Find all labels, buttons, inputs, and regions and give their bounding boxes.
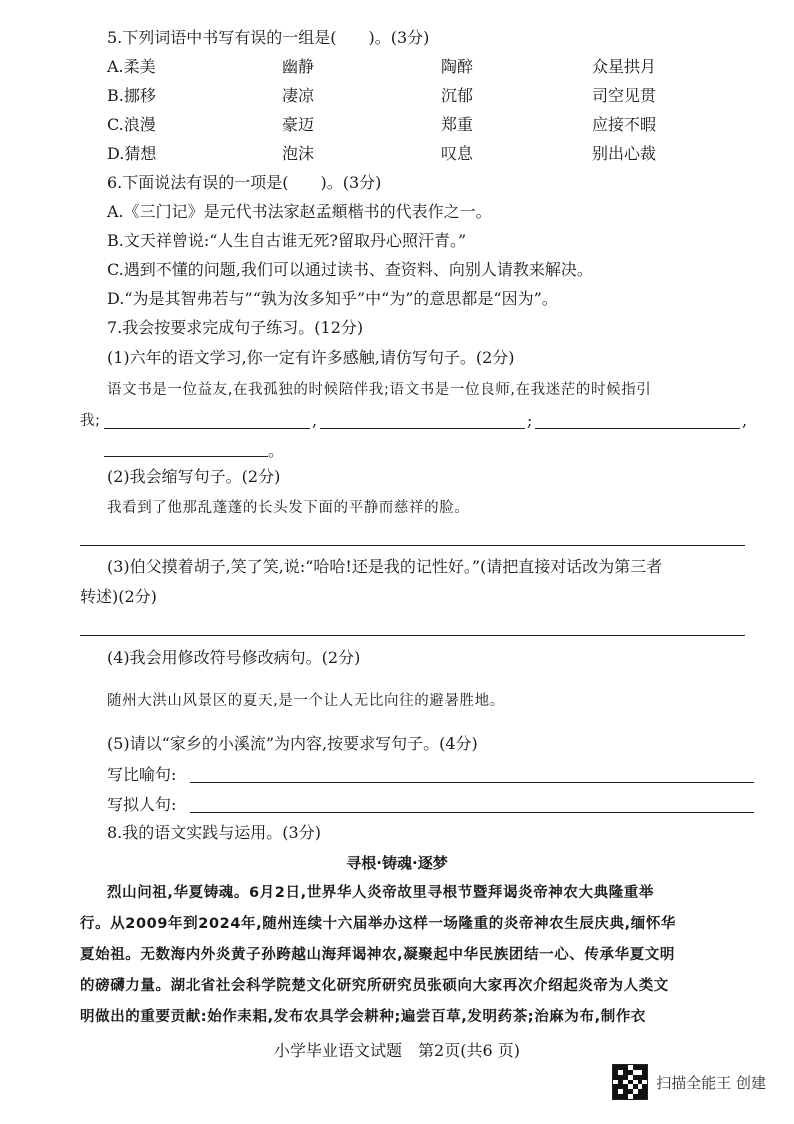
- q7-stem: 7.我会按要求完成句子练习。(12分): [107, 318, 364, 337]
- q7-p3-answer-line[interactable]: [80, 635, 745, 636]
- qr-code-icon: [612, 1064, 648, 1100]
- q7-p1-sep1: ,: [312, 411, 318, 430]
- q5-option-b-1: B.挪移: [107, 86, 156, 105]
- q7-p1-blank-3[interactable]: [535, 428, 740, 429]
- q7-p1-sep3: ,: [742, 411, 748, 430]
- q7-p1-blank-2[interactable]: [320, 428, 525, 429]
- q7-p1-sep2: ;: [527, 411, 533, 430]
- q8-passage-title: 寻根·铸魂·逐梦: [346, 854, 448, 872]
- q6-option-a: A.《三门记》是元代书法家赵孟頫楷书的代表作之一。: [107, 202, 492, 221]
- q5-stem: 5.下列词语中书写有误的一组是( )。(3分): [107, 28, 430, 47]
- q7-p5-simile-label: 写比喻句:: [107, 765, 177, 784]
- q7-p3-prompt-line2: 转述)(2分): [80, 587, 157, 606]
- q7-p2-answer-line[interactable]: [80, 545, 745, 546]
- q5-option-d-1: D.猜想: [107, 144, 157, 163]
- q5-option-d-4: 别出心裁: [592, 144, 657, 163]
- q5-option-a-4: 众星拱月: [592, 57, 657, 76]
- q6-option-d: D.“为是其智弗若与”“孰为汝多知乎”中“为”的意思都是“因为”。: [107, 289, 558, 308]
- q5-option-a-2: 幽静: [282, 57, 315, 76]
- page-footer: 小学毕业语文试题 第2页(共6 页): [274, 1041, 520, 1060]
- q5-option-c-1: C.浪漫: [107, 115, 156, 134]
- q7-p3-prompt-line1: (3)伯父摸着胡子,笑了笑,说:“哈哈!还是我的记性好。”(请把直接对话改为第三者: [107, 557, 663, 576]
- q8-passage-line1: 烈山问祖,华夏铸魂。6月2日,世界华人炎帝故里寻根节暨拜谒炎帝神农大典隆重举: [107, 885, 654, 901]
- q7-p4-sentence: 随州大洪山风景区的夏天,是一个让人无比向往的避暑胜地。: [107, 693, 505, 709]
- q5-option-b-2: 凄凉: [282, 86, 315, 105]
- watermark-text: 扫描全能王 创建: [656, 1073, 766, 1092]
- scanner-watermark: [612, 1064, 766, 1100]
- q5-option-c-3: 郑重: [441, 115, 474, 134]
- q7-p1-end: 。: [268, 441, 285, 460]
- q7-p5-personify-blank[interactable]: [190, 812, 754, 813]
- q8-passage-line3: 夏始祖。无数海内外炎黄子孙跨越山海拜谒神农,凝聚起中华民族团结一心、传承华夏文明: [80, 947, 676, 963]
- q7-p1-prompt: (1)六年的语文学习,你一定有许多感触,请仿写句子。(2分): [107, 348, 515, 367]
- q6-stem: 6.下面说法有误的一项是( )。(3分): [107, 173, 382, 192]
- q8-passage-line5: 明做出的重要贡献:始作耒耜,发布农具学会耕种;遍尝百草,发明药茶;治麻为布,制作衣: [80, 1009, 647, 1025]
- q6-option-b: B.文天祥曾说:“人生自古谁无死?留取丹心照汗青。”: [107, 231, 467, 250]
- q7-p1-blank-4[interactable]: [104, 456, 268, 457]
- q7-p5-personify-label: 写拟人句:: [107, 795, 177, 814]
- q7-p5-prompt: (5)请以“家乡的小溪流”为内容,按要求写句子。(4分): [107, 734, 478, 753]
- q8-stem: 8.我的语文实践与运用。(3分): [107, 823, 321, 842]
- q8-passage-line2: 行。从2009年到2024年,随州连续十六届举办这样一场隆重的炎帝神农生辰庆典,缅怀华: [80, 916, 677, 932]
- q8-passage-line4: 的磅礴力量。湖北省社会科学院楚文化研究所研究员张硕向大家再次介绍起炎帝为人类文: [80, 978, 669, 994]
- q7-p1-model-line2-start: 我;: [80, 413, 101, 429]
- q7-p5-simile-blank[interactable]: [190, 782, 754, 783]
- q5-option-d-2: 泡沫: [282, 144, 315, 163]
- q5-option-c-4: 应接不暇: [592, 115, 657, 134]
- q7-p2-sentence: 我看到了他那乱蓬蓬的长头发下面的平静而慈祥的脸。: [107, 500, 470, 516]
- q5-option-a-3: 陶醉: [441, 57, 474, 76]
- q7-p1-model-line1: 语文书是一位益友,在我孤独的时候陪伴我;语文书是一位良师,在我迷茫的时候指引: [107, 382, 652, 398]
- q5-option-d-3: 叹息: [441, 144, 474, 163]
- q7-p4-prompt: (4)我会用修改符号修改病句。(2分): [107, 648, 361, 667]
- q5-option-b-4: 司空见贯: [592, 86, 657, 105]
- q5-option-c-2: 豪迈: [282, 115, 315, 134]
- q7-p2-prompt: (2)我会缩写句子。(2分): [107, 467, 281, 486]
- q6-option-c: C.遇到不懂的问题,我们可以通过读书、查资料、向别人请教来解决。: [107, 260, 593, 279]
- q7-p1-blank-1[interactable]: [104, 428, 310, 429]
- q5-option-b-3: 沉郁: [441, 86, 474, 105]
- q5-option-a-1: A.柔美: [107, 57, 156, 76]
